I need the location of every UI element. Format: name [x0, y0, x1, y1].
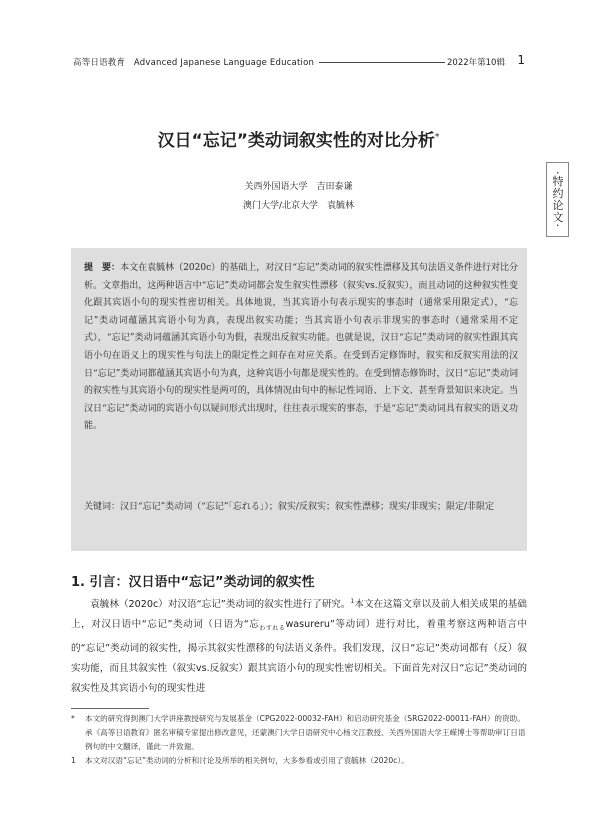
- footnote-text: 本文对汉语“忘记”类动词的分析和讨论及所举的相关例句，大多参看或引用了袁毓林（2020c）。: [85, 756, 409, 765]
- footnote-rule: [71, 708, 149, 709]
- title-footnote-mark: *: [434, 132, 440, 143]
- abstract: [84, 260, 518, 436]
- footnote-mark: 1: [71, 756, 76, 765]
- author-line-1: 关西外国语大学 吉田泰谦: [244, 182, 353, 192]
- title-text: 汉日“忘记”类动词叙实性的对比分析: [157, 131, 435, 151]
- section-tab: ·特约论文·: [546, 162, 569, 237]
- abstract-box: [71, 248, 527, 551]
- page-number: 1: [517, 53, 525, 67]
- ruby-reading: わすれる: [259, 625, 286, 633]
- body-paragraph: [71, 592, 527, 699]
- section-heading: 1. 引言：汉日语中“忘记”类动词的叙实性: [71, 575, 315, 590]
- footnote-ref-1: 1: [350, 598, 355, 605]
- footnote-star: [71, 712, 527, 754]
- issue-label: 2022年第10辑: [447, 58, 505, 68]
- para-part-1: 袁毓林（2020c）对汉语“忘记”类动词的叙实性进行了研究。: [90, 599, 351, 611]
- keywords: [84, 499, 518, 517]
- footnote-text: 本文的研究得到澳门大学讲座教授研究与发展基金（CPG2022-00032-FAH）和启动研究基金（SRG2022-00011-FAH）的资助。承《高等日语教育》匿名审稿专家提出修改意见，还蒙澳门大学日语研究中心杨文江教授、关西外国语大学王嵘博士等帮助审订日语例句的中文翻译，谨此一并致谢。: [85, 714, 526, 751]
- footnote-mark: *: [71, 714, 75, 723]
- para-part-2: 本文在这篇文章以及前人相关成果的基础上，对汉日语中“忘记”类动词（日语为“忘: [71, 599, 527, 631]
- abstract-label: 提 要：: [84, 263, 121, 273]
- keywords-text: 汉日“忘记”类动词（“忘记”「忘れる」）；叙实/反叙实；叙实性漂移；现实/非现实；限定/非限定: [120, 502, 495, 512]
- keywords-label: 关键词：: [84, 502, 121, 512]
- abstract-text: 本文在袁毓林（2020c）的基础上，对汉日“忘记”类动词的叙实性漂移及其句法语义条件进行对比分析。文章指出，这两种语言中“忘记”类动词都会发生叙实性漂移（叙实vs.反叙实），而且动词的这种叙实性变化跟其宾语小句的现实性密切相关。具体地说，当其宾语小句表示现实的事态时（通常采用限定式），“忘记”类动词蕴涵其宾语小句为真，表现出叙实功能；当其宾语小句表示非现实的事态时（通常采用不定式），“忘记”类动词蕴涵其宾语小句为假，表现出反叙实功能。也就是说，汉日“忘记”类动词的叙实性跟其宾语小句在语义上的现实性与句法上的限定性之间存在对应关系。在受到否定修饰时，叙实和反叙实用法的汉日“忘记”类动词都蕴涵其宾语小句为真，这种宾语小句都是现实性的。在受到情态修饰时，汉日“忘记”类动词的叙实性与其宾语小句的现实性是两可的，具体情况由句中的标记性词语、上下文、甚至背景知识来决定。当汉日“忘记”类动词的宾语小句以疑问形式出现时，往往表示现实的事态，于是“忘记”类动词具有叙实的语义功能。: [84, 263, 518, 432]
- author-line-2: 澳门大学/北京大学 袁毓林: [242, 201, 355, 211]
- para-part-3: wasureru”等动词）进行对比，着重考察这两种语言中的“忘记”类动词的叙实性，揭示其叙实性漂移的句法语义条件。我们发现，汉日“忘记”类动词都有（反）叙实功能，而且其叙实性（叙实vs.反叙实）跟其宾语小句的现实性密切相关。下面首先对汉日“忘记”类动词的叙实性及其宾语小句的现实性进: [71, 619, 527, 695]
- article-title: [0, 126, 597, 151]
- footnote-1: [71, 754, 527, 768]
- journal-name: 高等日语教育 Advanced Japanese Language Education: [73, 58, 315, 68]
- running-header: [73, 55, 525, 71]
